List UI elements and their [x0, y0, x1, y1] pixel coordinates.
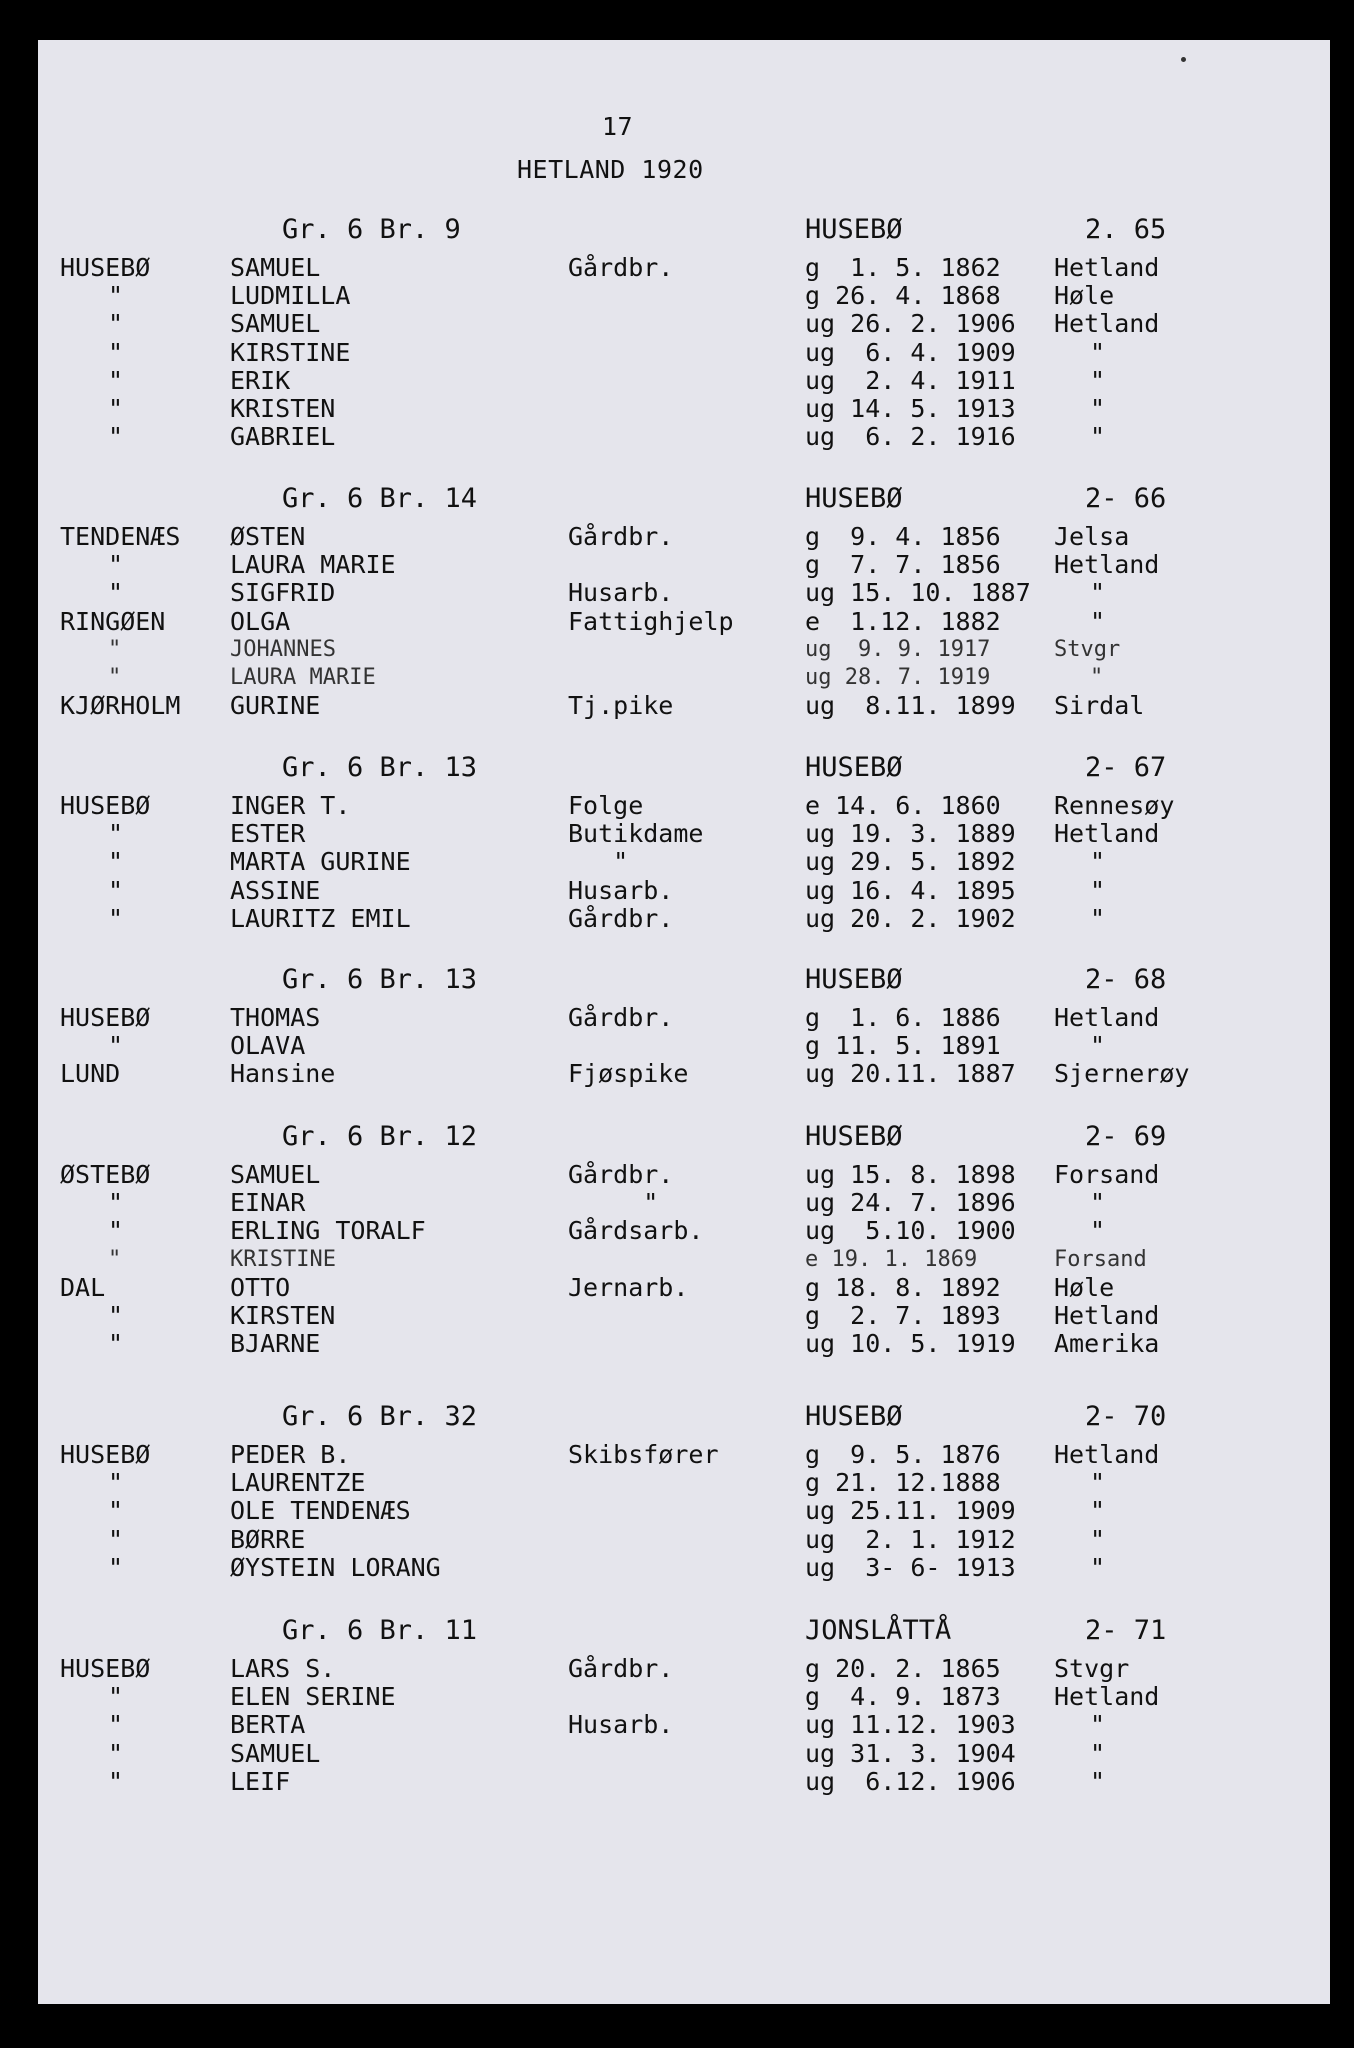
surname-cell: HUSEBØ — [60, 253, 151, 282]
person-rows — [0, 254, 1354, 451]
speck-mark — [1181, 57, 1186, 62]
birthplace-cell: " — [1090, 1031, 1106, 1061]
group-number: Gr. 6 Br. 13 — [282, 752, 478, 783]
section-header — [0, 1615, 1354, 1655]
occupation-cell: " — [568, 847, 629, 877]
surname-cell: HUSEBØ — [60, 791, 151, 820]
surname-cell: " — [108, 1552, 124, 1582]
person-row — [0, 848, 1354, 876]
surname-cell: " — [108, 1766, 124, 1796]
occupation-cell: " — [568, 1188, 659, 1218]
person-row — [0, 1161, 1354, 1189]
birthplace-cell: Hetland — [1054, 550, 1160, 580]
section-header — [0, 1121, 1354, 1161]
person-row — [0, 1469, 1354, 1497]
group-number: Gr. 6 Br. 12 — [282, 1121, 478, 1152]
first-name-cell: SAMUEL — [230, 1160, 321, 1189]
person-rows — [0, 1655, 1354, 1796]
person-row — [0, 905, 1354, 933]
surname-cell: HUSEBØ — [60, 1440, 151, 1469]
status-birthdate-cell: ug 5.10. 1900 — [805, 1216, 1016, 1246]
person-row — [0, 1655, 1354, 1683]
surname-cell: " — [108, 903, 124, 933]
first-name-cell: ERIK — [230, 365, 291, 395]
surname-cell: " — [108, 1246, 122, 1272]
first-name-cell: JOHANNES — [230, 636, 336, 662]
status-birthdate-cell: ug 26. 2. 1906 — [805, 309, 1016, 339]
status-birthdate-cell: ug 8.11. 1899 — [805, 691, 1016, 721]
surname-cell: " — [108, 1710, 124, 1740]
status-birthdate-cell: g 2. 7. 1893 — [805, 1300, 1001, 1330]
first-name-cell: THOMAS — [230, 1003, 321, 1032]
section-header — [0, 964, 1354, 1004]
status-birthdate-cell: ug 2. 4. 1911 — [805, 365, 1016, 395]
surname-cell: " — [108, 1682, 124, 1712]
person-row — [0, 1683, 1354, 1711]
person-row — [0, 310, 1354, 338]
person-row — [0, 1768, 1354, 1796]
birthplace-cell: " — [1090, 875, 1106, 905]
person-rows — [0, 792, 1354, 933]
status-birthdate-cell: g 4. 9. 1873 — [805, 1682, 1001, 1712]
occupation-cell: Gårdbr. — [568, 903, 674, 933]
first-name-cell: OLGA — [230, 606, 291, 636]
surname-cell: HUSEBØ — [60, 1003, 151, 1032]
first-name-cell: KRISTEN — [230, 393, 336, 423]
status-birthdate-cell: ug 20. 2. 1902 — [805, 903, 1016, 933]
birthplace-cell: " — [1090, 606, 1106, 636]
household-code: 2- 71 — [1085, 1615, 1167, 1646]
occupation-cell: Tj.pike — [568, 691, 674, 721]
status-birthdate-cell: g 1. 5. 1862 — [805, 253, 1001, 282]
person-row — [0, 1554, 1354, 1582]
household-section — [0, 752, 1354, 933]
section-header — [0, 752, 1354, 792]
birthplace-cell: Sirdal — [1054, 691, 1145, 721]
person-row — [0, 1032, 1354, 1060]
surname-cell: " — [108, 636, 122, 662]
person-row — [0, 1526, 1354, 1554]
occupation-cell: Folge — [568, 791, 644, 820]
birthplace-cell: " — [1090, 1738, 1106, 1768]
first-name-cell: SAMUEL — [230, 1738, 321, 1768]
birthplace-cell: " — [1090, 1710, 1106, 1740]
first-name-cell: LEIF — [230, 1766, 291, 1796]
status-birthdate-cell: g 9. 5. 1876 — [805, 1440, 1001, 1469]
household-code: 2- 68 — [1085, 964, 1167, 995]
first-name-cell: LAURENTZE — [230, 1468, 366, 1498]
first-name-cell: ØYSTEIN LORANG — [230, 1552, 441, 1582]
household-section — [0, 214, 1354, 451]
birthplace-cell: " — [1090, 337, 1106, 367]
first-name-cell: LAURA MARIE — [230, 664, 376, 690]
birthplace-cell: " — [1090, 1496, 1106, 1526]
household-code: 2- 66 — [1085, 483, 1167, 514]
first-name-cell: INGER T. — [230, 791, 351, 820]
first-name-cell: SAMUEL — [230, 309, 321, 339]
farm-name: HUSEBØ — [805, 214, 903, 245]
person-row — [0, 339, 1354, 367]
section-header — [0, 483, 1354, 523]
person-row — [0, 1711, 1354, 1739]
surname-cell: " — [108, 1524, 124, 1554]
first-name-cell: SIGFRID — [230, 578, 336, 608]
birthplace-cell: Hetland — [1054, 309, 1160, 339]
birthplace-cell: " — [1090, 365, 1106, 395]
occupation-cell: Gårdbr. — [568, 522, 674, 551]
person-row — [0, 1060, 1354, 1088]
birthplace-cell: Hetland — [1054, 253, 1160, 282]
first-name-cell: Hansine — [230, 1059, 336, 1089]
person-rows — [0, 1441, 1354, 1582]
household-section — [0, 1121, 1354, 1358]
person-row — [0, 282, 1354, 310]
household-code: 2- 67 — [1085, 752, 1167, 783]
surname-cell: " — [108, 664, 122, 690]
status-birthdate-cell: ug 15. 8. 1898 — [805, 1160, 1016, 1189]
birthplace-cell: " — [1090, 1552, 1106, 1582]
surname-cell: " — [108, 393, 124, 423]
household-code: 2- 69 — [1085, 1121, 1167, 1152]
first-name-cell: PEDER B. — [230, 1440, 351, 1469]
status-birthdate-cell: g 21. 12.1888 — [805, 1468, 1001, 1498]
first-name-cell: GABRIEL — [230, 422, 336, 452]
birthplace-cell: " — [1090, 1524, 1106, 1554]
status-birthdate-cell: ug 28. 7. 1919 — [805, 664, 991, 690]
occupation-cell: Husarb. — [568, 875, 674, 905]
surname-cell: " — [108, 337, 124, 367]
farm-name: HUSEBØ — [805, 964, 903, 995]
surname-cell: RINGØEN — [60, 606, 166, 636]
birthplace-cell: Stvgr — [1054, 636, 1121, 662]
occupation-cell: Gårdbr. — [568, 253, 674, 282]
person-row — [0, 608, 1354, 636]
first-name-cell: LAURITZ EMIL — [230, 903, 411, 933]
occupation-cell: Husarb. — [568, 578, 674, 608]
surname-cell: " — [108, 1300, 124, 1330]
surname-cell: " — [108, 1468, 124, 1498]
surname-cell: " — [108, 281, 124, 311]
occupation-cell: Fattighjelp — [568, 606, 734, 636]
person-row — [0, 1189, 1354, 1217]
household-section — [0, 1401, 1354, 1582]
status-birthdate-cell: ug 9. 9. 1917 — [805, 636, 991, 662]
birthplace-cell: " — [1090, 393, 1106, 423]
first-name-cell: KIRSTEN — [230, 1300, 336, 1330]
status-birthdate-cell: g 9. 4. 1856 — [805, 522, 1001, 551]
person-row — [0, 636, 1354, 664]
surname-cell: HUSEBØ — [60, 1654, 151, 1683]
birthplace-cell: Jelsa — [1054, 522, 1130, 551]
occupation-cell: Gårdbr. — [568, 1003, 674, 1032]
occupation-cell: Butikdame — [568, 819, 704, 849]
first-name-cell: BØRRE — [230, 1524, 306, 1554]
person-row — [0, 792, 1354, 820]
person-row — [0, 877, 1354, 905]
birthplace-cell: Amerika — [1054, 1329, 1160, 1359]
birthplace-cell: Hetland — [1054, 1682, 1160, 1712]
status-birthdate-cell: ug 19. 3. 1889 — [805, 819, 1016, 849]
person-row — [0, 395, 1354, 423]
birthplace-cell: " — [1090, 1766, 1106, 1796]
status-birthdate-cell: g 1. 6. 1886 — [805, 1003, 1001, 1032]
surname-cell: " — [108, 1188, 124, 1218]
person-row — [0, 692, 1354, 720]
occupation-cell: Skibsfører — [568, 1440, 719, 1469]
surname-cell: " — [108, 1496, 124, 1526]
first-name-cell: OLAVA — [230, 1031, 306, 1061]
status-birthdate-cell: g 18. 8. 1892 — [805, 1272, 1001, 1302]
group-number: Gr. 6 Br. 32 — [282, 1401, 478, 1432]
birthplace-cell: Stvgr — [1054, 1654, 1130, 1683]
person-row — [0, 1274, 1354, 1302]
person-row — [0, 1497, 1354, 1525]
first-name-cell: ØSTEN — [230, 522, 306, 551]
status-birthdate-cell: ug 11.12. 1903 — [805, 1710, 1016, 1740]
birthplace-cell: " — [1090, 578, 1106, 608]
first-name-cell: MARTA GURINE — [230, 847, 411, 877]
group-number: Gr. 6 Br. 14 — [282, 483, 478, 514]
surname-cell: " — [108, 422, 124, 452]
surname-cell: KJØRHOLM — [60, 691, 181, 721]
surname-cell: " — [108, 365, 124, 395]
surname-cell: " — [108, 875, 124, 905]
status-birthdate-cell: ug 6.12. 1906 — [805, 1766, 1016, 1796]
first-name-cell: EINAR — [230, 1188, 306, 1218]
person-row — [0, 254, 1354, 282]
surname-cell: DAL — [60, 1272, 106, 1302]
person-row — [0, 1004, 1354, 1032]
household-section — [0, 964, 1354, 1089]
surname-cell: " — [108, 1329, 124, 1359]
status-birthdate-cell: ug 14. 5. 1913 — [805, 393, 1016, 423]
occupation-cell: Husarb. — [568, 1710, 674, 1740]
person-row — [0, 1740, 1354, 1768]
group-number: Gr. 6 Br. 9 — [282, 214, 461, 245]
group-number: Gr. 6 Br. 11 — [282, 1615, 478, 1646]
birthplace-cell: Hetland — [1054, 819, 1160, 849]
person-row — [0, 579, 1354, 607]
birthplace-cell: " — [1090, 664, 1104, 690]
person-rows — [0, 523, 1354, 720]
page-title: HETLAND 1920 — [517, 155, 704, 184]
group-number: Gr. 6 Br. 13 — [282, 964, 478, 995]
household-code: 2. 65 — [1085, 214, 1167, 245]
birthplace-cell: Forsand — [1054, 1246, 1147, 1272]
first-name-cell: ELEN SERINE — [230, 1682, 396, 1712]
birthplace-cell: " — [1090, 1216, 1106, 1246]
status-birthdate-cell: e 1.12. 1882 — [805, 606, 1001, 636]
farm-name: HUSEBØ — [805, 1121, 903, 1152]
surname-cell: " — [108, 1216, 124, 1246]
first-name-cell: LUDMILLA — [230, 281, 351, 311]
occupation-cell: Gårdbr. — [568, 1160, 674, 1189]
birthplace-cell: Forsand — [1054, 1160, 1160, 1189]
status-birthdate-cell: ug 6. 4. 1909 — [805, 337, 1016, 367]
surname-cell: " — [108, 1738, 124, 1768]
person-row — [0, 1441, 1354, 1469]
first-name-cell: LARS S. — [230, 1654, 336, 1683]
section-header — [0, 1401, 1354, 1441]
person-row — [0, 1330, 1354, 1358]
farm-name: JONSLÅTTÅ — [805, 1615, 952, 1646]
farm-name: HUSEBØ — [805, 1401, 903, 1432]
birthplace-cell: Hetland — [1054, 1003, 1160, 1032]
first-name-cell: LAURA MARIE — [230, 550, 396, 580]
person-row — [0, 1246, 1354, 1274]
surname-cell: " — [108, 1031, 124, 1061]
birthplace-cell: Rennesøy — [1054, 791, 1175, 820]
person-row — [0, 551, 1354, 579]
status-birthdate-cell: ug 16. 4. 1895 — [805, 875, 1016, 905]
surname-cell: " — [108, 550, 124, 580]
first-name-cell: OLE TENDENÆS — [230, 1496, 411, 1526]
status-birthdate-cell: g 7. 7. 1856 — [805, 550, 1001, 580]
surname-cell: " — [108, 847, 124, 877]
status-birthdate-cell: e 19. 1. 1869 — [805, 1246, 978, 1272]
occupation-cell: Gårdsarb. — [568, 1216, 704, 1246]
person-row — [0, 664, 1354, 692]
first-name-cell: KIRSTINE — [230, 337, 351, 367]
person-row — [0, 820, 1354, 848]
birthplace-cell: " — [1090, 1468, 1106, 1498]
occupation-cell: Jernarb. — [568, 1272, 689, 1302]
status-birthdate-cell: ug 15. 10. 1887 — [805, 578, 1031, 608]
birthplace-cell: Hetland — [1054, 1440, 1160, 1469]
household-section — [0, 483, 1354, 720]
person-row — [0, 523, 1354, 551]
status-birthdate-cell: ug 2. 1. 1912 — [805, 1524, 1016, 1554]
occupation-cell: Fjøspike — [568, 1059, 689, 1089]
status-birthdate-cell: e 14. 6. 1860 — [805, 791, 1001, 820]
first-name-cell: ASSINE — [230, 875, 321, 905]
page-number: 17 — [602, 112, 634, 141]
status-birthdate-cell: g 11. 5. 1891 — [805, 1031, 1001, 1061]
first-name-cell: KRISTINE — [230, 1246, 336, 1272]
first-name-cell: ESTER — [230, 819, 306, 849]
birthplace-cell: Hetland — [1054, 1300, 1160, 1330]
status-birthdate-cell: g 26. 4. 1868 — [805, 281, 1001, 311]
person-row — [0, 367, 1354, 395]
birthplace-cell: Sjernerøy — [1054, 1059, 1190, 1089]
first-name-cell: OTTO — [230, 1272, 291, 1302]
status-birthdate-cell: ug 3- 6- 1913 — [805, 1552, 1016, 1582]
status-birthdate-cell: g 20. 2. 1865 — [805, 1654, 1001, 1683]
status-birthdate-cell: ug 25.11. 1909 — [805, 1496, 1016, 1526]
birthplace-cell: " — [1090, 1188, 1106, 1218]
first-name-cell: BERTA — [230, 1710, 306, 1740]
household-code: 2- 70 — [1085, 1401, 1167, 1432]
person-row — [0, 1302, 1354, 1330]
person-rows — [0, 1004, 1354, 1089]
household-section — [0, 1615, 1354, 1796]
farm-name: HUSEBØ — [805, 752, 903, 783]
status-birthdate-cell: ug 29. 5. 1892 — [805, 847, 1016, 877]
person-row — [0, 423, 1354, 451]
first-name-cell: BJARNE — [230, 1329, 321, 1359]
first-name-cell: ERLING TORALF — [230, 1216, 426, 1246]
surname-cell: " — [108, 309, 124, 339]
first-name-cell: SAMUEL — [230, 253, 321, 282]
farm-name: HUSEBØ — [805, 483, 903, 514]
surname-cell: LUND — [60, 1059, 121, 1089]
surname-cell: ØSTEBØ — [60, 1160, 151, 1189]
birthplace-cell: " — [1090, 903, 1106, 933]
birthplace-cell: " — [1090, 847, 1106, 877]
surname-cell: " — [108, 819, 124, 849]
surname-cell: " — [108, 578, 124, 608]
birthplace-cell: Høle — [1054, 281, 1115, 311]
status-birthdate-cell: ug 6. 2. 1916 — [805, 422, 1016, 452]
birthplace-cell: " — [1090, 422, 1106, 452]
birthplace-cell: Høle — [1054, 1272, 1115, 1302]
status-birthdate-cell: ug 10. 5. 1919 — [805, 1329, 1016, 1359]
person-rows — [0, 1161, 1354, 1358]
status-birthdate-cell: ug 20.11. 1887 — [805, 1059, 1016, 1089]
section-header — [0, 214, 1354, 254]
status-birthdate-cell: ug 31. 3. 1904 — [805, 1738, 1016, 1768]
first-name-cell: GURINE — [230, 691, 321, 721]
status-birthdate-cell: ug 24. 7. 1896 — [805, 1188, 1016, 1218]
person-row — [0, 1217, 1354, 1245]
occupation-cell: Gårdbr. — [568, 1654, 674, 1683]
surname-cell: TENDENÆS — [60, 522, 181, 551]
